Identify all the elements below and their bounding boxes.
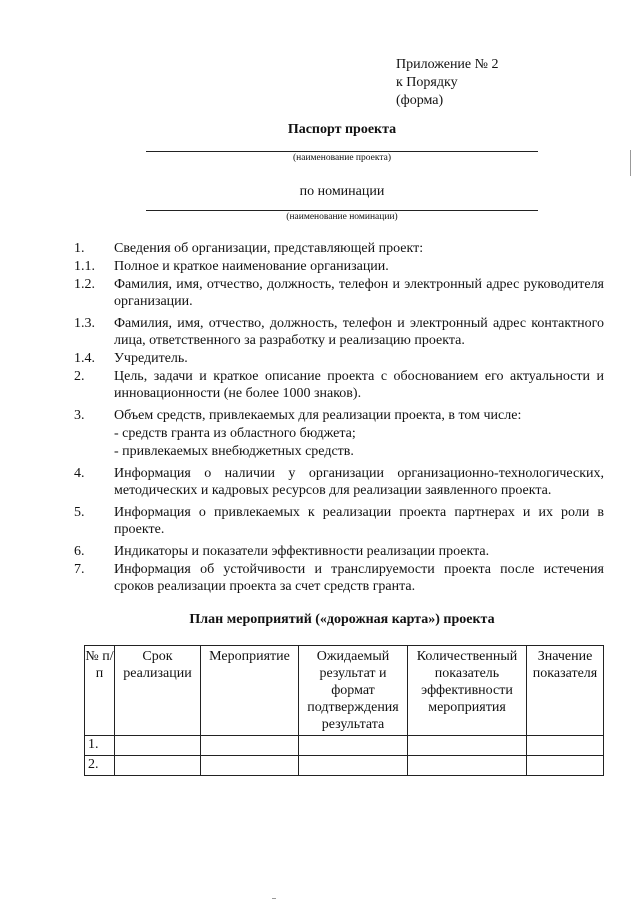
item-number: 5. [74, 505, 85, 520]
column-header-activity: Мероприятие [201, 646, 299, 736]
list-item [74, 350, 604, 367]
item-text: Цель, задачи и краткое описание проекта с обоснованием его актуальности и инновационности (не более 1000 знаков). [114, 369, 604, 401]
table-cell [527, 736, 604, 756]
list-item [74, 315, 604, 349]
item-number: 3. [74, 408, 85, 423]
item-number [74, 443, 114, 460]
item-text: - привлекаемых внебюджетных средств. [114, 444, 354, 459]
project-name-line [146, 151, 538, 152]
column-header-indicator: Количественный показатель эффективности мероприятия [408, 646, 527, 736]
table-cell: 1. [85, 736, 115, 756]
table-cell [299, 756, 408, 776]
scan-artifact-mark [272, 898, 276, 899]
list-item [74, 465, 604, 499]
table-cell [299, 736, 408, 756]
table-row [85, 736, 604, 756]
column-header-period: Срок реализации [115, 646, 201, 736]
item-number: 1.3. [74, 316, 95, 331]
roadmap-table [84, 645, 604, 776]
appendix-reference: к Порядку [396, 75, 458, 90]
item-number: 1.4. [74, 351, 95, 366]
item-text: Информация о привлекаемых к реализации проекта партнерах и их роли в проекте. [114, 505, 604, 537]
item-number: 1. [74, 241, 85, 256]
item-text: Объем средств, привлекаемых для реализации проекта, в том числе: [114, 408, 522, 423]
item-text: Индикаторы и показатели эффективности реализации проекта. [114, 544, 490, 559]
table-cell [408, 736, 527, 756]
table-cell [115, 736, 201, 756]
item-text: Сведения об организации, представляющей проект: [114, 241, 424, 256]
column-header-expected-result: Ожидаемый результат и формат подтверждения результата [299, 646, 408, 736]
table-cell [408, 756, 527, 776]
list-item [74, 543, 604, 560]
appendix-header [396, 56, 499, 110]
list-item [74, 276, 604, 310]
item-text: Учредитель. [114, 351, 188, 366]
item-number: 1.1. [74, 259, 95, 274]
list-item [74, 240, 604, 257]
column-header-value: Значение показателя [527, 646, 604, 736]
table-cell [201, 736, 299, 756]
list-item [74, 368, 604, 402]
document-title: Паспорт проекта [287, 122, 397, 137]
table-row [85, 756, 604, 776]
item-text: Информация об устойчивости и транслируемости проекта после истечения сроков реализации проекта за счет средств гранта. [114, 562, 604, 594]
table-cell [115, 756, 201, 776]
project-name-hint: (наименование проекта) [292, 153, 391, 163]
column-header-number: № п/п [85, 646, 115, 736]
item-text: Информация о наличии у организации организационно-технологических, методических и кадровых ресурсов для реализации заявленного проекта. [114, 466, 604, 498]
scan-artifact-mark [630, 150, 631, 176]
table-cell [201, 756, 299, 776]
item-number [74, 425, 114, 442]
appendix-number: Приложение № 2 [396, 57, 499, 72]
nomination-line [146, 210, 538, 211]
list-item [74, 258, 604, 275]
list-item [74, 425, 604, 442]
table-cell [527, 756, 604, 776]
item-number: 6. [74, 544, 85, 559]
item-text: Фамилия, имя, отчество, должность, телефон и электронный адрес руководителя организации. [114, 277, 604, 309]
plan-title: План мероприятий («дорожная карта») проекта [189, 612, 495, 627]
item-text: Полное и краткое наименование организации. [114, 259, 389, 274]
list-item [74, 561, 604, 595]
item-number: 2. [74, 369, 85, 384]
item-number: 4. [74, 466, 85, 481]
table-header-row [85, 646, 604, 736]
item-number: 1.2. [74, 277, 95, 292]
nomination-hint: (наименование номинации) [286, 212, 398, 222]
list-item [74, 504, 604, 538]
item-number: 7. [74, 562, 85, 577]
list-item [74, 407, 604, 424]
passport-items-list [74, 240, 604, 596]
item-text: - средств гранта из областного бюджета; [114, 426, 356, 441]
table-cell: 2. [85, 756, 115, 776]
list-item [74, 443, 604, 460]
nomination-label: по номинации [299, 184, 385, 199]
appendix-form-label: (форма) [396, 93, 444, 108]
item-text: Фамилия, имя, отчество, должность, телефон и электронный адрес контактного лица, ответственного за разработку и реализацию проекта. [114, 316, 604, 348]
